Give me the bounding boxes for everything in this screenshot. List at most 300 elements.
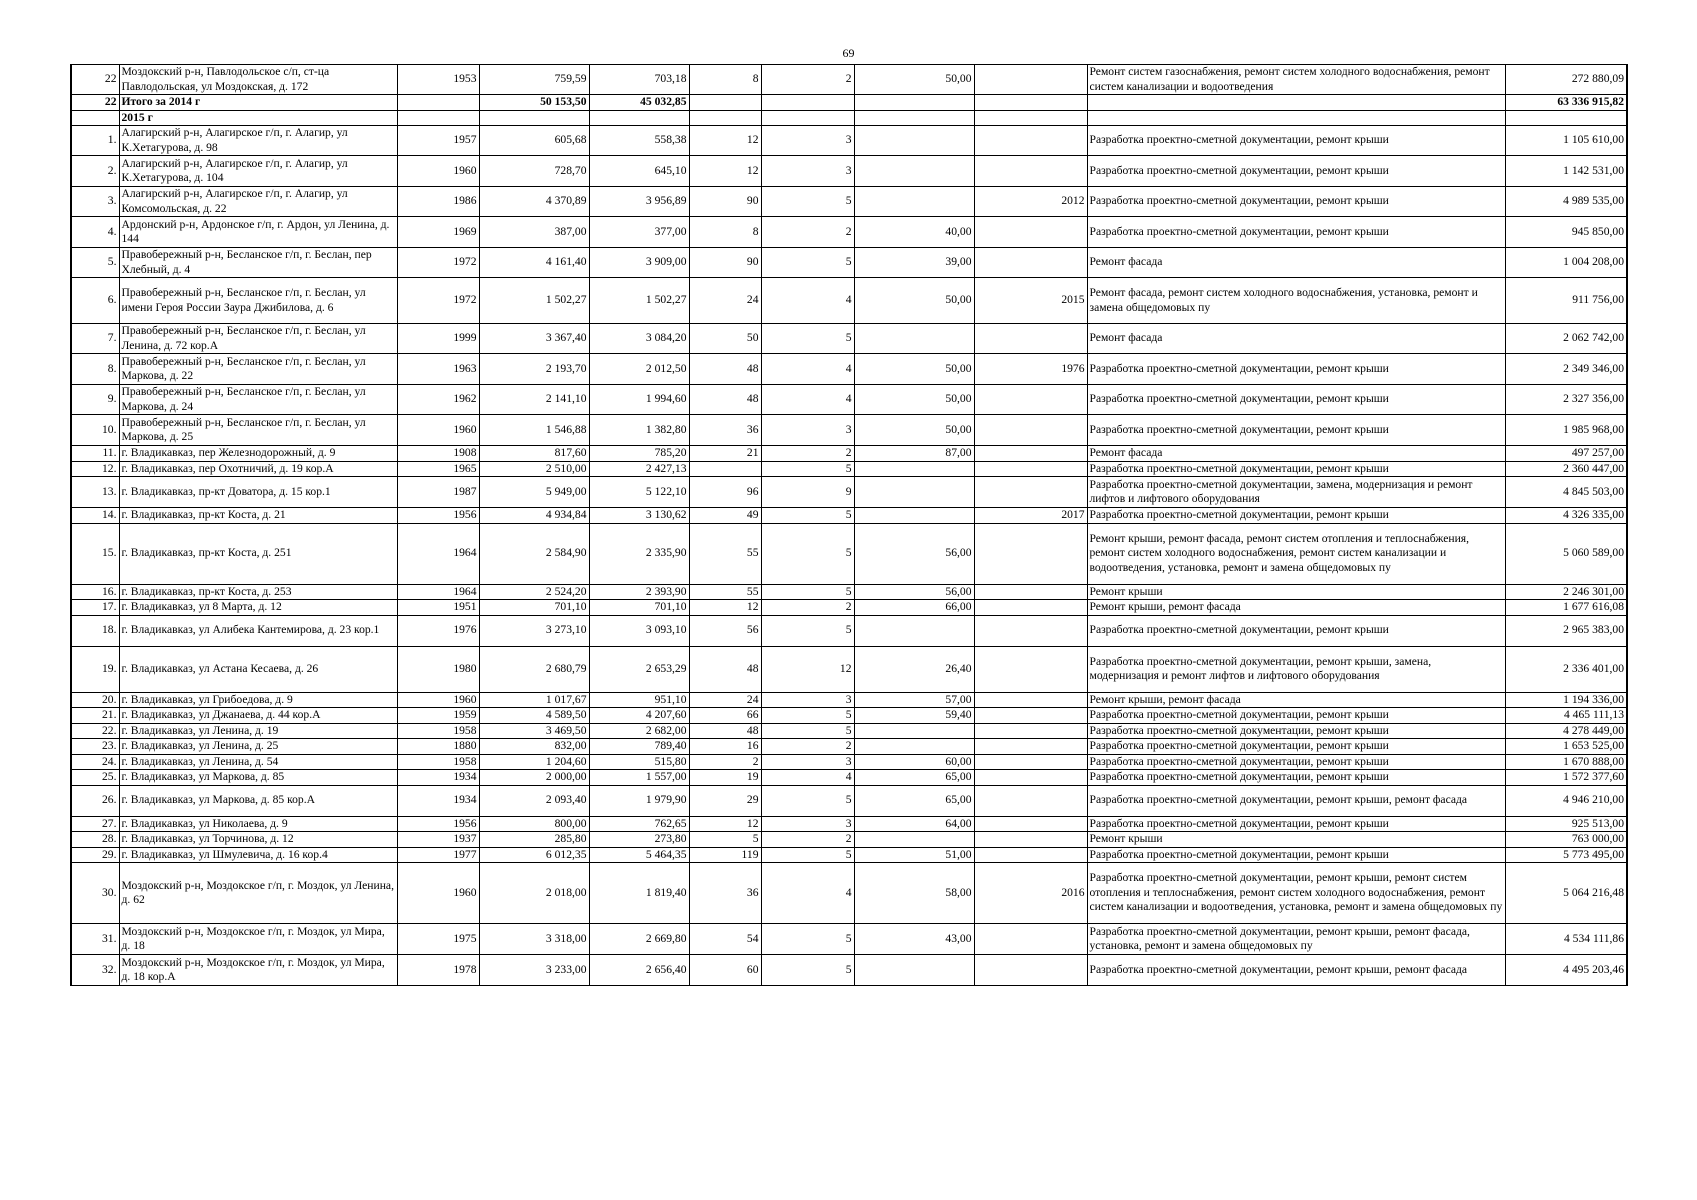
cell-last-repair-year [974, 217, 1087, 248]
cell-residential-area: 1 557,00 [589, 770, 689, 786]
cell-residents: 12 [689, 156, 761, 187]
cell-total-area [479, 110, 589, 126]
cell-total-area: 4 589,50 [479, 708, 589, 724]
cell-residential-area: 703,18 [589, 65, 689, 95]
cell-residents [689, 110, 761, 126]
cell-works: Ремонт фасада [1087, 446, 1505, 462]
cell-last-repair-year [974, 461, 1087, 477]
cell-cost: 2 246 301,00 [1505, 584, 1627, 600]
table-row [71, 785, 1627, 816]
cell-build-year: 1972 [397, 248, 479, 278]
cell-floors [761, 110, 854, 126]
cell-total-area: 701,10 [479, 600, 589, 616]
cell-cost: 1 653 525,00 [1505, 739, 1627, 755]
cell-cost: 4 845 503,00 [1505, 477, 1627, 508]
table-row [71, 461, 1627, 477]
cell-floors: 12 [761, 646, 854, 692]
cell-build-year: 1957 [397, 126, 479, 156]
cell-total-area: 6 012,35 [479, 847, 589, 863]
cell-number: 24. [71, 754, 119, 770]
cell-address: Правобережный р-н, Бесланское г/п, г. Беслан, ул Ленина, д. 72 кор.А [119, 324, 397, 354]
cell-residential-area: 2 656,40 [589, 955, 689, 986]
table-row [71, 723, 1627, 739]
cell-address: Алагирский р-н, Алагирское г/п, г. Алагир, ул Комсомольская, д. 22 [119, 187, 397, 217]
cell-wear-percent: 43,00 [854, 924, 974, 955]
cell-floors: 2 [761, 446, 854, 462]
cell-residential-area: 273,80 [589, 832, 689, 848]
cell-number: 15. [71, 523, 119, 584]
cell-wear-percent: 50,00 [854, 278, 974, 324]
cell-address: г. Владикавказ, ул Алибека Кантемирова, д. 23 кор.1 [119, 615, 397, 646]
table-row [71, 924, 1627, 955]
cell-number: 32. [71, 955, 119, 986]
table-row [71, 523, 1627, 584]
cell-residents: 119 [689, 847, 761, 863]
cell-total-area: 4 161,40 [479, 248, 589, 278]
table-row [71, 385, 1627, 415]
table-row [71, 508, 1627, 524]
cell-build-year: 1934 [397, 785, 479, 816]
cell-works: Разработка проектно-сметной документации, ремонт крыши [1087, 126, 1505, 156]
cell-residential-area: 2 393,90 [589, 584, 689, 600]
cell-total-area: 2 141,10 [479, 385, 589, 415]
cell-residents: 55 [689, 523, 761, 584]
cell-residential-area: 515,80 [589, 754, 689, 770]
cell-cost: 1 985 968,00 [1505, 415, 1627, 446]
cell-floors: 5 [761, 461, 854, 477]
cell-residents: 96 [689, 477, 761, 508]
table-row [71, 847, 1627, 863]
cell-works: Ремонт крыши [1087, 832, 1505, 848]
table-row [71, 354, 1627, 385]
cell-number: 9. [71, 385, 119, 415]
cell-residents: 2 [689, 754, 761, 770]
cell-residential-area: 558,38 [589, 126, 689, 156]
cell-number: 26. [71, 785, 119, 816]
cell-build-year: 1880 [397, 739, 479, 755]
cell-residents: 36 [689, 863, 761, 924]
cell-residential-area: 5 122,10 [589, 477, 689, 508]
cell-works: Разработка проектно-сметной документации, ремонт крыши [1087, 354, 1505, 385]
cell-last-repair-year [974, 847, 1087, 863]
cell-build-year: 1962 [397, 385, 479, 415]
cell-number: 11. [71, 446, 119, 462]
cell-residential-area: 1 994,60 [589, 385, 689, 415]
cell-number: 12. [71, 461, 119, 477]
cell-build-year: 1959 [397, 708, 479, 724]
cell-wear-percent: 50,00 [854, 65, 974, 95]
cell-build-year: 1987 [397, 477, 479, 508]
cell-address: г. Владикавказ, ул 8 Марта, д. 12 [119, 600, 397, 616]
cell-cost: 1 105 610,00 [1505, 126, 1627, 156]
cell-build-year: 1986 [397, 187, 479, 217]
cell-address: г. Владикавказ, ул Ленина, д. 25 [119, 739, 397, 755]
cell-last-repair-year [974, 324, 1087, 354]
cell-number: 22 [71, 65, 119, 95]
table-row [71, 248, 1627, 278]
cell-address: Правобережный р-н, Бесланское г/п, г. Беслан, ул Маркова, д. 25 [119, 415, 397, 446]
cell-address: г. Владикавказ, ул Маркова, д. 85 [119, 770, 397, 786]
cell-total-area: 3 469,50 [479, 723, 589, 739]
cell-build-year: 1977 [397, 847, 479, 863]
cell-works [1087, 95, 1505, 111]
cell-residents [689, 95, 761, 111]
cell-address: 2015 г [119, 110, 397, 126]
cell-last-repair-year [974, 692, 1087, 708]
cell-last-repair-year [974, 156, 1087, 187]
cell-number: 27. [71, 816, 119, 832]
cell-floors: 2 [761, 832, 854, 848]
cell-last-repair-year [974, 615, 1087, 646]
cell-wear-percent [854, 739, 974, 755]
cell-works: Ремонт крыши, ремонт фасада [1087, 692, 1505, 708]
cell-build-year: 1964 [397, 584, 479, 600]
cell-works: Разработка проектно-сметной документации, ремонт крыши, ремонт фасада, установка, ремонт и замена общедомовых пу [1087, 924, 1505, 955]
cell-wear-percent [854, 95, 974, 111]
cell-number: 5. [71, 248, 119, 278]
cell-works: Разработка проектно-сметной документации, ремонт крыши [1087, 508, 1505, 524]
cell-floors: 3 [761, 754, 854, 770]
cell-residential-area: 645,10 [589, 156, 689, 187]
cell-total-area: 2 193,70 [479, 354, 589, 385]
cell-build-year: 1953 [397, 65, 479, 95]
cell-number: 2. [71, 156, 119, 187]
cell-residential-area: 2 653,29 [589, 646, 689, 692]
cell-build-year: 1999 [397, 324, 479, 354]
cell-floors: 5 [761, 955, 854, 986]
cell-cost: 4 465 111,13 [1505, 708, 1627, 724]
cell-cost: 2 062 742,00 [1505, 324, 1627, 354]
cell-floors: 5 [761, 723, 854, 739]
cell-wear-percent: 66,00 [854, 600, 974, 616]
cell-works: Ремонт фасада [1087, 324, 1505, 354]
cell-number: 18. [71, 615, 119, 646]
cell-number: 8. [71, 354, 119, 385]
cell-number [71, 110, 119, 126]
cell-build-year: 1980 [397, 646, 479, 692]
cell-address: Алагирский р-н, Алагирское г/п, г. Алагир, ул К.Хетагурова, д. 104 [119, 156, 397, 187]
cell-residents: 21 [689, 446, 761, 462]
cell-residents: 24 [689, 278, 761, 324]
cell-works: Ремонт фасада [1087, 248, 1505, 278]
cell-residential-area: 1 382,80 [589, 415, 689, 446]
cell-works: Разработка проектно-сметной документации, ремонт крыши [1087, 156, 1505, 187]
cell-build-year: 1972 [397, 278, 479, 324]
cell-residential-area: 2 427,13 [589, 461, 689, 477]
cell-last-repair-year [974, 924, 1087, 955]
cell-last-repair-year: 2017 [974, 508, 1087, 524]
table-row [71, 217, 1627, 248]
cell-residents: 19 [689, 770, 761, 786]
cell-build-year: 1960 [397, 692, 479, 708]
page-number: 69 [842, 46, 855, 60]
table-row [71, 477, 1627, 508]
table-row [71, 832, 1627, 848]
cell-cost: 4 495 203,46 [1505, 955, 1627, 986]
cell-number: 23. [71, 739, 119, 755]
cell-residents: 56 [689, 615, 761, 646]
cell-number: 31. [71, 924, 119, 955]
cell-total-area: 285,80 [479, 832, 589, 848]
cell-residential-area: 1 819,40 [589, 863, 689, 924]
cell-wear-percent [854, 723, 974, 739]
cell-wear-percent: 60,00 [854, 754, 974, 770]
cell-floors: 3 [761, 692, 854, 708]
table-row [71, 446, 1627, 462]
cell-cost: 2 327 356,00 [1505, 385, 1627, 415]
cell-total-area: 5 949,00 [479, 477, 589, 508]
cell-last-repair-year [974, 584, 1087, 600]
cell-cost: 911 756,00 [1505, 278, 1627, 324]
cell-cost: 2 336 401,00 [1505, 646, 1627, 692]
cell-floors: 4 [761, 278, 854, 324]
cell-cost: 497 257,00 [1505, 446, 1627, 462]
cell-number: 10. [71, 415, 119, 446]
cell-residential-area [589, 110, 689, 126]
cell-address: Моздокский р-н, Моздокское г/п, г. Моздок, ул Ленина, д. 62 [119, 863, 397, 924]
cell-floors: 2 [761, 65, 854, 95]
cell-residents: 48 [689, 723, 761, 739]
cell-cost: 925 513,00 [1505, 816, 1627, 832]
cell-address: г. Владикавказ, ул Ленина, д. 19 [119, 723, 397, 739]
cell-total-area: 2 680,79 [479, 646, 589, 692]
cell-cost: 1 004 208,00 [1505, 248, 1627, 278]
table-row [71, 708, 1627, 724]
cell-total-area: 2 584,90 [479, 523, 589, 584]
cell-total-area: 3 367,40 [479, 324, 589, 354]
table-row [71, 65, 1627, 95]
cell-address: Алагирский р-н, Алагирское г/п, г. Алагир, ул К.Хетагурова, д. 98 [119, 126, 397, 156]
cell-cost: 1 670 888,00 [1505, 754, 1627, 770]
cell-floors: 2 [761, 217, 854, 248]
cell-cost: 763 000,00 [1505, 832, 1627, 848]
cell-works: Разработка проектно-сметной документации, ремонт крыши [1087, 770, 1505, 786]
cell-residential-area: 951,10 [589, 692, 689, 708]
cell-total-area: 3 233,00 [479, 955, 589, 986]
cell-works: Ремонт крыши, ремонт фасада [1087, 600, 1505, 616]
table-row [71, 156, 1627, 187]
cell-wear-percent: 65,00 [854, 785, 974, 816]
cell-build-year: 1937 [397, 832, 479, 848]
cell-residents: 54 [689, 924, 761, 955]
cell-build-year: 1958 [397, 754, 479, 770]
cell-address: г. Владикавказ, ул Ленина, д. 54 [119, 754, 397, 770]
cell-last-repair-year [974, 646, 1087, 692]
cell-build-year: 1960 [397, 415, 479, 446]
cell-address: Моздокский р-н, Павлодольское с/п, ст-ца Павлодольская, ул Моздокская, д. 172 [119, 65, 397, 95]
cell-works: Разработка проектно-сметной документации, ремонт крыши [1087, 415, 1505, 446]
cell-address: г. Владикавказ, пр-кт Коста, д. 253 [119, 584, 397, 600]
cell-wear-percent: 39,00 [854, 248, 974, 278]
cell-residential-area: 3 130,62 [589, 508, 689, 524]
cell-last-repair-year [974, 65, 1087, 95]
cell-wear-percent [854, 477, 974, 508]
cell-total-area: 2 093,40 [479, 785, 589, 816]
cell-residents: 24 [689, 692, 761, 708]
table-row [71, 955, 1627, 986]
cell-build-year: 1963 [397, 354, 479, 385]
cell-residents: 8 [689, 217, 761, 248]
cell-cost: 272 880,09 [1505, 65, 1627, 95]
cell-residential-area: 2 669,80 [589, 924, 689, 955]
cell-floors: 9 [761, 477, 854, 508]
cell-floors: 4 [761, 770, 854, 786]
cell-floors: 5 [761, 508, 854, 524]
table-row [71, 770, 1627, 786]
cell-residents: 66 [689, 708, 761, 724]
cell-wear-percent: 56,00 [854, 584, 974, 600]
cell-last-repair-year: 1976 [974, 354, 1087, 385]
cell-build-year [397, 95, 479, 111]
cell-works: Разработка проектно-сметной документации, ремонт крыши [1087, 754, 1505, 770]
cell-works: Разработка проектно-сметной документации, ремонт крыши [1087, 461, 1505, 477]
cell-wear-percent: 64,00 [854, 816, 974, 832]
cell-number: 20. [71, 692, 119, 708]
cell-address: Правобережный р-н, Бесланское г/п, г. Беслан, пер Хлебный, д. 4 [119, 248, 397, 278]
cell-total-area: 1 017,67 [479, 692, 589, 708]
cell-total-area: 832,00 [479, 739, 589, 755]
table-row [71, 126, 1627, 156]
cell-wear-percent: 26,40 [854, 646, 974, 692]
cell-total-area: 800,00 [479, 816, 589, 832]
cell-cost: 2 360 447,00 [1505, 461, 1627, 477]
cell-works: Разработка проектно-сметной документации, ремонт крыши [1087, 723, 1505, 739]
cell-last-repair-year [974, 477, 1087, 508]
cell-residents: 12 [689, 816, 761, 832]
cell-number: 30. [71, 863, 119, 924]
cell-residential-area: 5 464,35 [589, 847, 689, 863]
cell-residential-area: 3 956,89 [589, 187, 689, 217]
cell-cost: 1 142 531,00 [1505, 156, 1627, 187]
cell-cost: 4 278 449,00 [1505, 723, 1627, 739]
table-row [71, 816, 1627, 832]
cell-cost: 4 326 335,00 [1505, 508, 1627, 524]
cell-works: Ремонт крыши [1087, 584, 1505, 600]
cell-wear-percent [854, 615, 974, 646]
cell-build-year: 1969 [397, 217, 479, 248]
cell-total-area: 3 273,10 [479, 615, 589, 646]
cell-floors: 2 [761, 739, 854, 755]
cell-build-year: 1908 [397, 446, 479, 462]
cell-last-repair-year [974, 770, 1087, 786]
cell-works: Разработка проектно-сметной документации, ремонт крыши [1087, 385, 1505, 415]
cell-total-area: 1 546,88 [479, 415, 589, 446]
cell-cost: 5 773 495,00 [1505, 847, 1627, 863]
cell-floors [761, 95, 854, 111]
table-row [71, 692, 1627, 708]
cell-floors: 5 [761, 615, 854, 646]
cell-residents: 8 [689, 65, 761, 95]
cell-wear-percent: 40,00 [854, 217, 974, 248]
cell-total-area: 2 018,00 [479, 863, 589, 924]
table-row [71, 95, 1627, 111]
cell-residential-area: 2 335,90 [589, 523, 689, 584]
cell-build-year [397, 110, 479, 126]
cell-last-repair-year [974, 816, 1087, 832]
cell-works: Разработка проектно-сметной документации, ремонт крыши, ремонт фасада [1087, 955, 1505, 986]
cell-cost: 4 534 111,86 [1505, 924, 1627, 955]
cell-total-area: 2 524,20 [479, 584, 589, 600]
cell-total-area: 50 153,50 [479, 95, 589, 111]
cell-cost: 945 850,00 [1505, 217, 1627, 248]
cell-residents: 50 [689, 324, 761, 354]
cell-residents: 16 [689, 739, 761, 755]
cell-number: 17. [71, 600, 119, 616]
cell-residential-area: 762,65 [589, 816, 689, 832]
table-row [71, 187, 1627, 217]
cell-number: 1. [71, 126, 119, 156]
cell-floors: 5 [761, 924, 854, 955]
cell-last-repair-year [974, 385, 1087, 415]
cell-residents: 36 [689, 415, 761, 446]
cell-total-area: 1 502,27 [479, 278, 589, 324]
cell-residents: 12 [689, 126, 761, 156]
cell-address: Правобережный р-н, Бесланское г/п, г. Беслан, ул Маркова, д. 22 [119, 354, 397, 385]
cell-wear-percent: 56,00 [854, 523, 974, 584]
cell-build-year: 1978 [397, 955, 479, 986]
cell-total-area: 728,70 [479, 156, 589, 187]
cell-address: г. Владикавказ, ул Джанаева, д. 44 кор.А [119, 708, 397, 724]
cell-residential-area: 785,20 [589, 446, 689, 462]
cell-build-year: 1951 [397, 600, 479, 616]
cell-wear-percent: 51,00 [854, 847, 974, 863]
cell-works: Разработка проектно-сметной документации, ремонт крыши, замена, модернизация и ремонт лифтов и лифтового оборудования [1087, 646, 1505, 692]
cell-total-area: 817,60 [479, 446, 589, 462]
cell-address: Моздокский р-н, Моздокское г/п, г. Моздок, ул Мира, д. 18 кор.А [119, 955, 397, 986]
cell-works: Разработка проектно-сметной документации, ремонт крыши [1087, 187, 1505, 217]
cell-floors: 2 [761, 600, 854, 616]
cell-build-year: 1956 [397, 508, 479, 524]
cell-total-area: 3 318,00 [479, 924, 589, 955]
cell-build-year: 1975 [397, 924, 479, 955]
cell-total-area: 2 510,00 [479, 461, 589, 477]
cell-residents: 90 [689, 248, 761, 278]
cell-build-year: 1960 [397, 863, 479, 924]
cell-works: Разработка проектно-сметной документации, ремонт крыши [1087, 847, 1505, 863]
cell-works: Ремонт систем газоснабжения, ремонт систем холодного водоснабжения, ремонт систем канализации и водоотведения [1087, 65, 1505, 95]
table-row [71, 863, 1627, 924]
cell-last-repair-year [974, 95, 1087, 111]
cell-address: Правобережный р-н, Бесланское г/п, г. Беслан, ул имени Героя России Заура Джибилова, д. 6 [119, 278, 397, 324]
cell-total-area: 4 370,89 [479, 187, 589, 217]
cell-residents: 55 [689, 584, 761, 600]
cell-works: Разработка проектно-сметной документации, ремонт крыши, ремонт систем отопления и теплоснабжения, ремонт систем холодного водоснабжения, ремонт систем канализации и водоотведения, установка, ремонт и замена общедомовых пу [1087, 863, 1505, 924]
cell-residential-area: 2 012,50 [589, 354, 689, 385]
cell-total-area: 4 934,84 [479, 508, 589, 524]
table-body [71, 65, 1627, 986]
cell-last-repair-year [974, 523, 1087, 584]
cell-residential-area: 2 682,00 [589, 723, 689, 739]
cell-residential-area: 377,00 [589, 217, 689, 248]
cell-total-area: 605,68 [479, 126, 589, 156]
cell-wear-percent [854, 832, 974, 848]
cell-works: Ремонт крыши, ремонт фасада, ремонт систем отопления и теплоснабжения, ремонт систем холодного водоснабжения, ремонт систем канализации и водоотведения, установка, ремонт и замена общедомовых пу [1087, 523, 1505, 584]
cell-works: Ремонт фасада, ремонт систем холодного водоснабжения, установка, ремонт и замена общедомовых пу [1087, 278, 1505, 324]
cell-wear-percent [854, 955, 974, 986]
cell-address: Моздокский р-н, Моздокское г/п, г. Моздок, ул Мира, д. 18 [119, 924, 397, 955]
cell-address: г. Владикавказ, пр-кт Коста, д. 251 [119, 523, 397, 584]
cell-address: г. Владикавказ, пер Железнодорожный, д. 9 [119, 446, 397, 462]
cell-residents [689, 461, 761, 477]
cell-last-repair-year [974, 110, 1087, 126]
table-row [71, 754, 1627, 770]
cell-address: Итого за 2014 г [119, 95, 397, 111]
cell-wear-percent [854, 187, 974, 217]
cell-residents: 5 [689, 832, 761, 848]
cell-address: г. Владикавказ, пер Охотничий, д. 19 кор.А [119, 461, 397, 477]
cell-wear-percent [854, 110, 974, 126]
cell-total-area: 2 000,00 [479, 770, 589, 786]
